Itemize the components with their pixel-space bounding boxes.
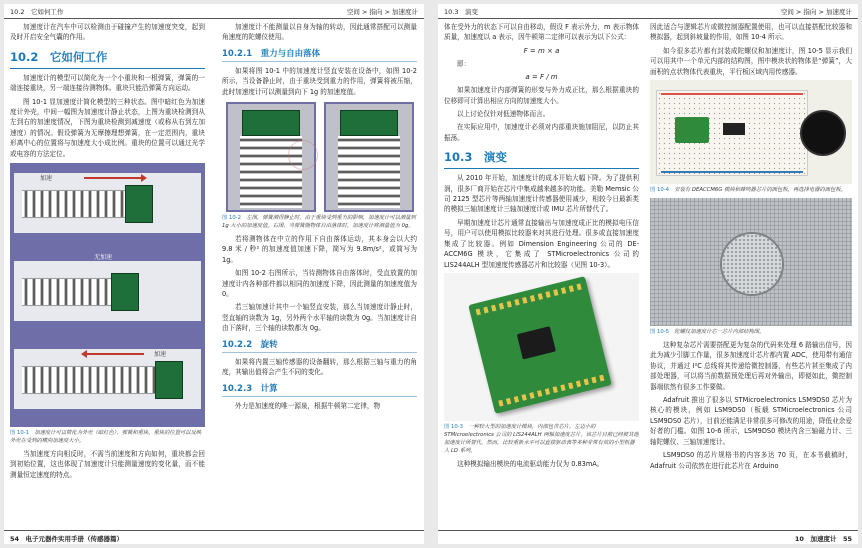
paragraph: 在实际应用中，加速度计必须对内部重块施加阻尼，以防止其振荡。 [444, 123, 639, 142]
paragraph: 这种复杂芯片需要搭配更为复杂的代码来处理 6 路输出信号，因此为减少引脚工作量，很多加速度计芯片都内置 ADC，使用带有通信协议，并通过 I²C 总线将其传递给微控制器，有些芯片甚至集成了内部处理器，可以将当前数据预处理后再对外输出，即便如此，微控制器端依然有很多工作要做。 [650, 341, 852, 391]
paragraph: 这种模拟输出模块的电流驱动能力仅为 0.83mA。 [457, 459, 604, 468]
caption-number: 图 10-5 [650, 329, 670, 336]
figure-caption [650, 328, 852, 336]
spring [338, 136, 400, 208]
left-column-2 [222, 22, 417, 414]
figure-caption [222, 214, 417, 230]
spring [22, 278, 119, 306]
right-page [438, 4, 858, 544]
mass-block [155, 361, 183, 399]
figure-caption [650, 186, 852, 194]
left-column-1 [10, 22, 205, 483]
footer-page-number: 10 加速度计 55 [794, 535, 852, 543]
pcb-module [468, 276, 612, 414]
section-heading: 10.2 它如何工作 [10, 49, 205, 69]
header-breadcrumb: 空间 > 指向 > 加速度计 [346, 8, 418, 16]
paragraph: 如果将图 10-1 中的加速度计竖直安装在设备中，如图 10-2 所示，当设备静止时，由于重块受到重力的作用，弹簧将被压缩，此时加速度计可以测量到向下 1g 的加速度值。 [222, 66, 417, 96]
breadboard [656, 90, 808, 176]
paragraph: 即： [457, 59, 471, 68]
caption-text: 加速度计可以简化为外壳（暗红色）、弹簧和重块。重块的位置可以反映外壳在受到的横向加速度大小。 [10, 430, 202, 445]
figure-10-5 [650, 198, 852, 326]
proof-mass [720, 232, 784, 296]
section-heading: 10.3 演变 [444, 149, 639, 169]
paragraph: 若三轴加速计其中一个轴竖直安装，那么当加速度计静止时，竖直轴的读数为 1g，另外两个水平轴的读数为 0g。当加速度计自由下落时，三个轴的读数都为 0g。 [222, 303, 417, 333]
paragraph: 早期加速度计芯片通常直接输出与加速度成正比的模拟电压信号，用户可以使用模拟比较器来对其进行处理。很多或直接加速度集成了比较器。例如 Dimension Engineering 公司的 DE-ACCM6G 模块，它集成了 STMicroelectronics 公司的 LIS244ALH 型加速度传感器芯片和比较器（见图 10-3）。 [444, 218, 639, 269]
paragraph: 以上讨论仅针对低速物体而言。 [457, 110, 550, 119]
caption-text: 安装有 DEACCM6G 模块和蜂鸣器芯片的面包板，再选择电器的面包板。 [674, 187, 846, 194]
right-column-2 [650, 22, 852, 474]
arrow-left-icon [84, 353, 144, 355]
arrow-right-icon [84, 177, 144, 179]
page-header [4, 4, 424, 19]
subsection-heading: 10.2.1 重力与自由落体 [222, 47, 417, 62]
paragraph: 体在受外力的状态下可以自由移动，假设 F 表示外力，m 表示物体质量，加速度以 a 表示，因牛顿第二定律可以表示为以下公式： [444, 23, 639, 42]
arrow-label: 加速 [40, 175, 53, 183]
caption-number: 图 10-3 [444, 423, 464, 430]
page-footer [438, 530, 858, 544]
figure-10-2 [222, 100, 417, 212]
paragraph: 加速度计的模型可以简化为一个小重块和一根弹簧，弹簧的一端连接重块，另一端连接待测物体。重块只能沿弹簧方向运动。 [10, 73, 205, 93]
caption-text: 一种较大型的加速度计模块，内部包含芯片。左边小的 STMicroelectronics 公司的 LIS244ALH 两轴加速度芯片，该芯片目前已经被其他加速度计所替代。然而，比较重新水平可以直接驱动表等多种非常有效的小型机器人 LD 系列。 [444, 423, 639, 454]
mass-block [125, 185, 153, 223]
caption-number: 图 10-2 [222, 215, 242, 222]
paragraph: 当加速度方向相反时，不需当前速度和方向如何，重块都会回到初始位置，这也体现了加速度计只能测量速度的变化量，而不能测量恒定速度的特点。 [10, 450, 205, 479]
paragraph: 外力是加速度的唯一源泉，根据牛顿第二定律，物 [235, 401, 381, 410]
figure-caption [10, 429, 205, 445]
paragraph: 如果加速度计内部弹簧的形变与外力成正比，那么根据重块的位移即可计算出相应方向的加速度大小。 [444, 86, 639, 105]
paragraph: LSM9DS0 的芯片规格书的内容多达 70 页，在本书截稿时，Adafruit 公司依然在进行此芯片在 Arduino [650, 451, 852, 470]
buzzer-icon [800, 110, 846, 156]
figure-10-1 [10, 163, 205, 427]
arrow-label: 加速 [154, 351, 167, 359]
accelerometer-housing-freefall [324, 102, 414, 212]
chip-icon [723, 123, 745, 135]
footer-page-number: 54 电子元器件实用手册（传感器篇） [10, 535, 124, 543]
subsection-heading: 10.2.2 旋转 [222, 338, 417, 353]
page-header [438, 4, 858, 19]
mass-block [111, 273, 139, 311]
caption-text: 左图，弹簧测得静止时，由于重块受到重力的影响，加速度计可以测量到 1g 大小的加速度值。右图，当弹簧随物体自由落体时，加速度计将测量值为 0g。 [222, 215, 416, 230]
ground-rail [661, 171, 803, 173]
accelerometer-housing [14, 254, 201, 321]
spring [22, 190, 131, 218]
paragraph: 加速度计不能测量以自身为轴的转动，因此通常搭配可以测量角速度的陀螺仪使用。 [222, 23, 417, 42]
mass-block [242, 110, 300, 136]
header-section: 10.2 它如何工作 [10, 8, 64, 16]
figure-caption [444, 423, 639, 455]
paragraph: 因此适合与逻辑芯片或微控制器配置使用，也可以直接搭配比较器和模拟器，起到斜坡量的作用，如图 10-4 所示。 [650, 23, 852, 42]
watermark-seal-icon [288, 140, 318, 170]
right-column-1 [444, 22, 639, 472]
spring [22, 366, 159, 394]
paragraph: 如今很多芯片都有封装成陀螺仪和加速度计，图 10-5 显示我们可以用其中一个单元内部的结构图，图中模块状的物体是“弹簧”，大面积的点状物体代表重块，平行板区域内用传感器。 [650, 46, 852, 76]
paragraph: 图 10-1 显加速度计简化模型的三种状态。图中暗红色为加速度计外壳，中间一幅图为加速度计静止状态，上图为重块检测到从左到右的加速度情况，下图为重块检测到减速度（或称从右到左加速度）的情况。假设弹簧为无摩擦理想弹簧，在一定范围内，重块形离中心的位置将与加速度大小成比例。重块的位置可以通过光学或电容的方法定位。 [10, 97, 205, 158]
caption-text: 陀螺仪加速度计芯一芯片内部结构图。 [674, 329, 765, 336]
paragraph: 若将测物体在中立的作用下自由落体运动，其本身会以大约 9.8 米 / 秒² 的加速度值加速下降，简写为 9.8m/s²，或简写为 1g。 [222, 235, 417, 264]
accelerometer-housing [14, 173, 201, 233]
left-page [4, 4, 424, 544]
figure-10-3 [444, 273, 639, 421]
pcb-module [675, 117, 709, 143]
pin-header [498, 375, 604, 407]
paragraph: 加速度计在汽车中可以检测由于碰撞产生的加速度突变，起到及时开启安全气囊的作用。 [10, 23, 205, 42]
pin-header [476, 283, 582, 315]
paragraph: 如图 10-2 右图所示，当待测物体自由落体时，受直放置的加速度计内各种部件都以相同的加速度下降，因此测量的加速度值为 0。 [222, 269, 417, 299]
formula: a = F / m [525, 73, 558, 82]
state-label: 无加速 [94, 254, 113, 262]
mass-block [340, 110, 398, 136]
paragraph: 从 2010 年开始，加速度计的成本开始大幅下降。为了提供利润，很多厂商开始在芯片中集成越来越多的功能。美勒 Memsic 公司 2125 型芯片等两轴加速度计传感器使用减少，相较今日最新类的模拟三轴加速度计三轴加速度计或 IMU 芯片所替代了。 [444, 174, 639, 214]
caption-number: 图 10-1 [10, 430, 30, 437]
formula: F = m × a [523, 46, 560, 55]
paragraph: 如果将内置三轴传感器的设备翻转，那么根据三轴与重力的角度，其输出值将会产生不同的变化。 [222, 357, 417, 377]
figure-10-4 [650, 80, 852, 184]
header-breadcrumb: 空间 > 指向 > 加速度计 [780, 8, 852, 16]
paragraph: Adafruit 推出了很多以 STMicroelectronics LSM9DS0 芯片为核心的模块，例如 LSM9DS0（板载 STMicroelectronics 公司 LSM9DS0 芯片），目前还能满足非常很多可修改的用途，降低业余爱好者的门槛。如图 10-6 所示，LSM9DS0 模块内含三轴磁力计、三轴陀螺仪、三轴加速度计。 [650, 396, 852, 446]
caption-number: 图 10-4 [650, 187, 670, 194]
subsection-heading: 10.2.3 计算 [222, 382, 417, 397]
header-section: 10.3 演变 [444, 8, 478, 16]
chip-icon [517, 326, 556, 359]
power-rail [661, 93, 803, 95]
accelerometer-housing [14, 349, 201, 409]
page-footer [4, 530, 424, 544]
